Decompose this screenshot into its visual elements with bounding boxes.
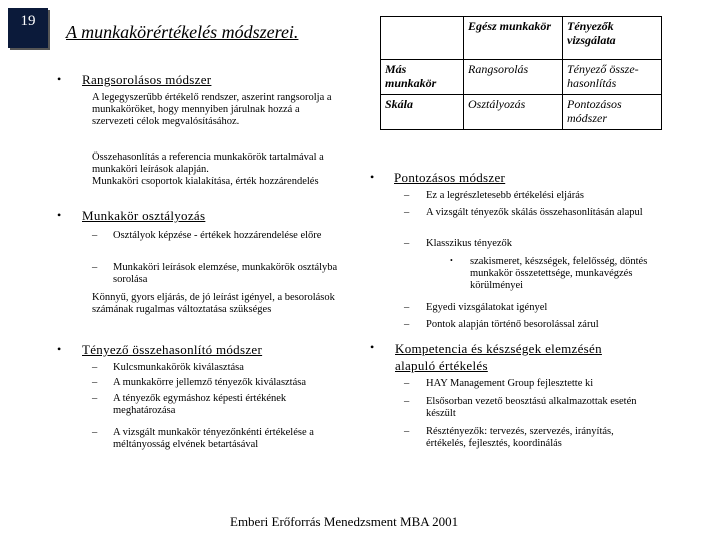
- bullet-icon: •: [370, 170, 375, 184]
- dash-icon: –: [404, 319, 410, 330]
- list-item: Osztályok képzése - értékek hozzárendelése előre: [113, 230, 322, 241]
- dash-icon: –: [404, 396, 410, 407]
- footer-text: Emberi Erőforrás Menedzsment MBA 2001: [230, 514, 459, 529]
- table-cell: [381, 17, 464, 60]
- list-item: A munkakörre jellemző tényezők kiválasztása: [113, 377, 307, 388]
- dash-icon: –: [92, 230, 98, 241]
- dash-icon: –: [404, 190, 410, 201]
- table-cell: Osztályozás: [464, 95, 563, 130]
- list-item: A vizsgált tényezők skálás összehasonlításán alapul: [426, 207, 643, 218]
- list-item: szakismeret, készségek, felelősség, döntés munkakör összetettsége, munkavégzés körülményei: [470, 256, 648, 291]
- section-heading: Rangsorolásos módszer: [82, 72, 212, 87]
- methods-table: [380, 16, 662, 130]
- table-row: [381, 17, 662, 60]
- list-item: HAY Management Group fejlesztette ki: [426, 378, 594, 389]
- table-cell: Más munkakör: [381, 60, 464, 95]
- bullet-icon: •: [57, 342, 62, 356]
- list-item: A vizsgált munkakör tényezőnkénti értékelése a méltányosság elvének betartásával: [113, 427, 314, 450]
- dash-icon: –: [404, 302, 410, 313]
- list-item: Egyedi vizsgálatokat igényel: [426, 302, 548, 313]
- dash-icon: –: [92, 362, 98, 373]
- bullet-icon: •: [370, 340, 375, 354]
- list-item: Elsősorban vezető beosztású alkalmazottak esetén készült: [426, 396, 637, 419]
- table-cell: Tényező össze-hasonlítás: [563, 60, 662, 95]
- list-item: Klasszikus tényezők: [426, 238, 513, 249]
- table-cell: Skála: [381, 95, 464, 130]
- bullet-icon: •: [57, 208, 62, 222]
- list-item: A tényezők egymáshoz képesti értékének meghatározása: [113, 393, 287, 416]
- list-item: Ez a legrészletesebb értékelési eljárás: [426, 190, 584, 201]
- dash-icon: –: [92, 393, 98, 404]
- paragraph: Összehasonlítás a referencia munkakörök tartalmával a munkaköri leírások alapján.: [92, 152, 324, 175]
- paragraph: A legegyszerűbb értékelő rendszer, aszerint rangsorolja a munkaköröket, hogy mennyiben járulnak hozzá a szervezeti célok megvalósításához.: [92, 92, 332, 127]
- table-cell: Egész munkakör: [464, 17, 563, 60]
- bullet-icon: •: [57, 72, 62, 86]
- table-row: [381, 60, 662, 95]
- dash-icon: –: [92, 377, 98, 388]
- dash-icon: –: [404, 426, 410, 437]
- dash-icon: –: [92, 427, 98, 438]
- small-bullet-icon: •: [450, 256, 453, 265]
- table-cell: Tényezők vizsgálata: [563, 17, 662, 60]
- slide-title: A munkakörértékelés módszerei.: [66, 22, 299, 42]
- list-item: Pontok alapján történő besorolással zárul: [426, 319, 599, 330]
- dash-icon: –: [92, 262, 98, 273]
- table-cell: Pontozásos módszer: [563, 95, 662, 130]
- slide-number-badge: 19: [8, 8, 48, 48]
- table-row: [381, 95, 662, 130]
- paragraph: Munkaköri csoportok kialakítása, érték hozzárendelés: [92, 176, 319, 187]
- dash-icon: –: [404, 238, 410, 249]
- table-cell: Rangsorolás: [464, 60, 563, 95]
- paragraph: Könnyű, gyors eljárás, de jó leírást igényel, a besorolások számának rugalmas változtatása szükséges: [92, 292, 335, 315]
- section-heading: Kompetencia és készségek elemzésén alapuló értékelés: [395, 341, 602, 373]
- dash-icon: –: [404, 378, 410, 389]
- dash-icon: –: [404, 207, 410, 218]
- list-item: Munkaköri leírások elemzése, munkakörök osztályba sorolása: [113, 262, 338, 285]
- section-heading: Pontozásos módszer: [394, 170, 506, 185]
- section-heading: Munkakör osztályozás: [82, 208, 206, 223]
- section-heading: Tényező összehasonlító módszer: [82, 342, 263, 357]
- list-item: Résztényezők: tervezés, szervezés, irányítás, értékelés, fejlesztés, koordinálás: [426, 426, 614, 449]
- list-item: Kulcsmunkakörök kiválasztása: [113, 362, 244, 373]
